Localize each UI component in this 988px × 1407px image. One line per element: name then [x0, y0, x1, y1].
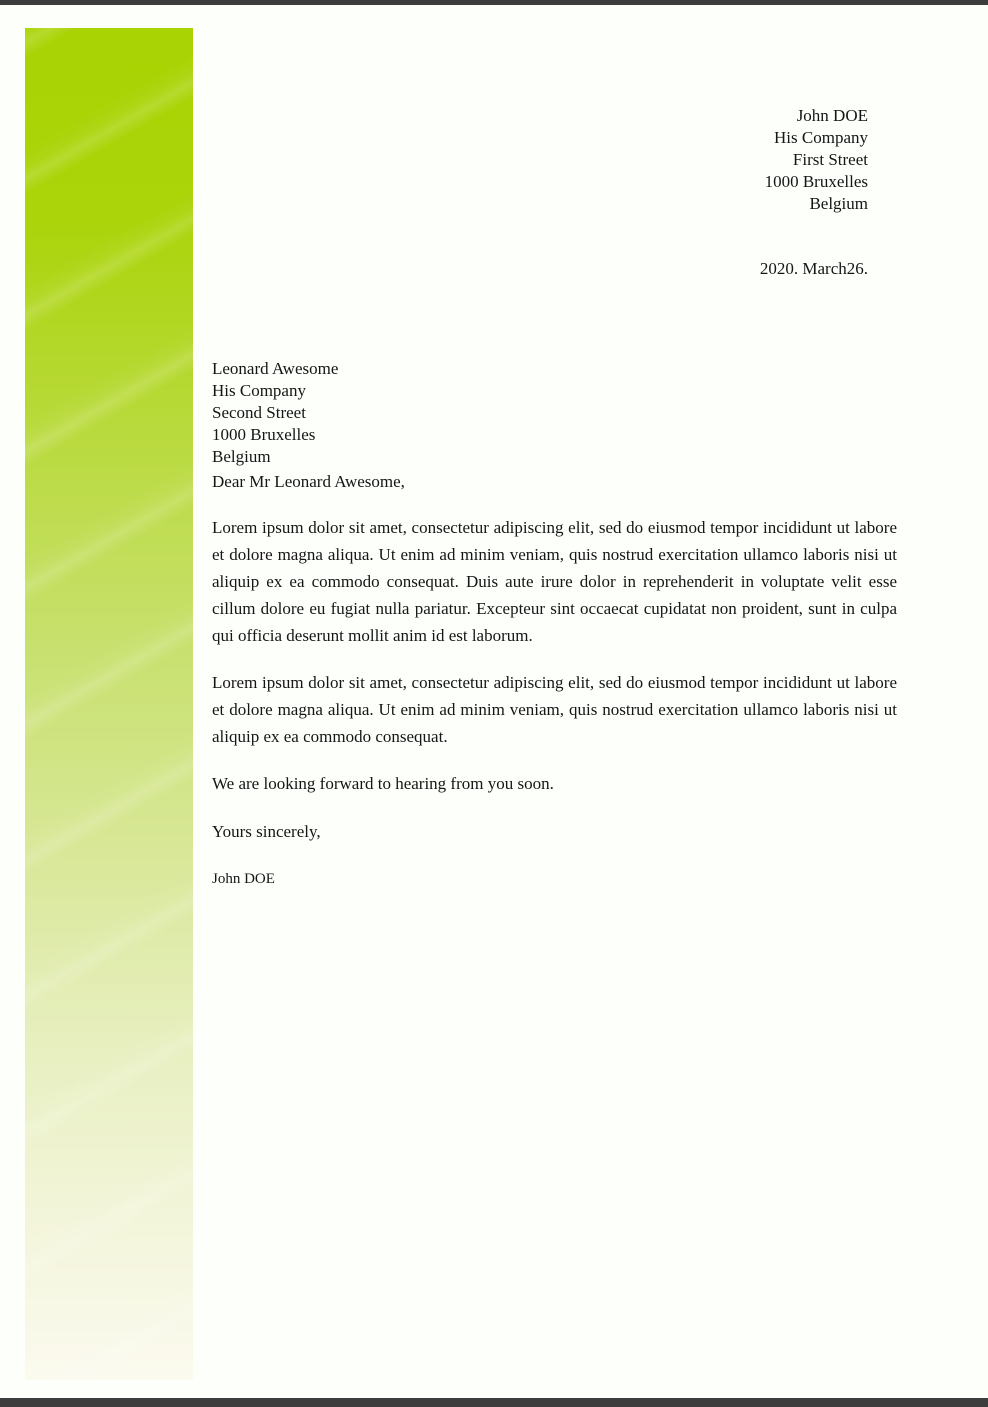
recipient-street: Second Street [212, 403, 306, 422]
bottom-rule [0, 1398, 988, 1407]
recipient-name: Leonard Awesome [212, 359, 339, 378]
body-paragraph-2: Lorem ipsum dolor sit amet, consectetur adipiscing elit, sed do eiusmod tempor incididunt ut labore et dolore magna aliqua. Ut enim ad minim veniam, quis nostrud exercitation ullamco laboris nisi ut aliquip ex ea commodo consequat. [212, 673, 897, 746]
sender-company: His Company [774, 128, 868, 147]
recipient-company: His Company [212, 381, 306, 400]
side-accent-stripe [25, 28, 193, 1380]
body-paragraph-1: Lorem ipsum dolor sit amet, consectetur adipiscing elit, sed do eiusmod tempor incididunt ut labore et dolore magna aliqua. Ut enim ad minim veniam, quis nostrud exercitation ullamco laboris nisi ut aliquip ex ea commodo consequat. Duis aute irure dolor in reprehenderit in voluptate velit esse cillum dolore eu fugiat nulla pariatur. Excepteur sint occaecat cupidatat non proident, sunt in culpa qui officia deserunt mollit anim id est laborum. [212, 518, 897, 645]
closing-line: We are looking forward to hearing from you soon. [212, 774, 554, 793]
letter-date: 2020. March26. [759, 259, 868, 278]
sender-street: First Street [792, 150, 868, 169]
recipient-country: Belgium [212, 447, 271, 466]
letter-content [212, 0, 897, 890]
valediction: Yours sincerely, [212, 822, 321, 841]
sender-name: John DOE [796, 106, 868, 125]
sender-city: 1000 Bruxelles [764, 172, 868, 191]
salutation: Dear Mr Leonard Awesome, [212, 472, 405, 491]
recipient-address-block [212, 358, 897, 468]
sender-address-block [212, 105, 897, 215]
sender-country: Belgium [809, 194, 868, 213]
recipient-city: 1000 Bruxelles [212, 425, 316, 444]
signature-name: John DOE [212, 871, 275, 887]
